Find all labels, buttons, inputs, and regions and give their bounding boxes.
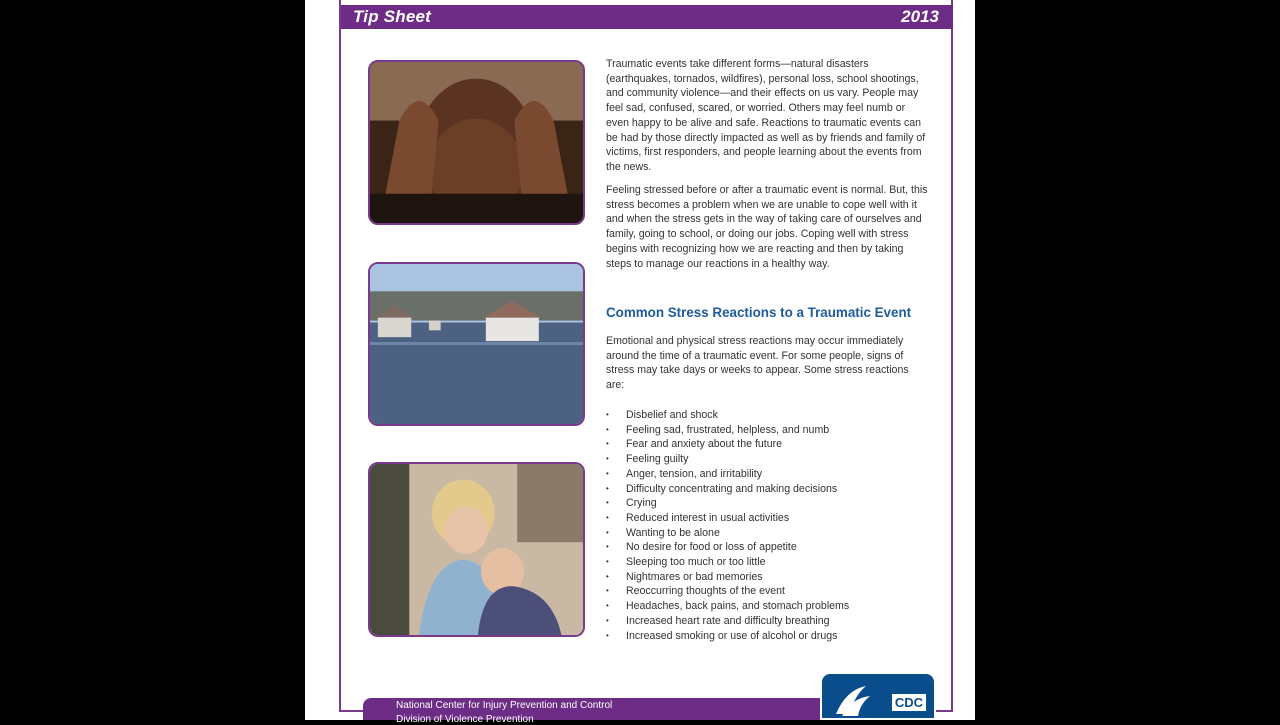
list-item: • Difficulty concentrating and making decisions — [606, 482, 849, 497]
intro-paragraph-1-text: Traumatic events take different forms—natural disasters (earthquakes, tornados, wildfires), personal loss, school shootings, and community violence—and their effects on us vary. People may feel sad, confused, scared, or worried. Others may feel numb or even happy to be alive and safe. Reactions to traumatic events can be had by those directly impacted as well as by friends and family of victims, first responders, and people learning about the events from the news. — [606, 58, 926, 173]
stress-reactions-list — [606, 408, 849, 643]
list-item: • Headaches, back pains, and stomach problems — [606, 599, 849, 614]
cdc-logo-text: CDC — [892, 694, 926, 711]
list-item: • Anger, tension, and irritability — [606, 467, 849, 482]
list-item: • Increased smoking or use of alcohol or drugs — [606, 629, 849, 644]
list-item: • Nightmares or bad memories — [606, 570, 849, 585]
list-item: • Feeling guilty — [606, 452, 849, 467]
footer-bar — [363, 698, 863, 725]
footer-line-1: National Center for Injury Prevention and Control — [396, 700, 613, 711]
list-item: • Reoccurring thoughts of the event — [606, 584, 849, 599]
list-item: • No desire for food or loss of appetite — [606, 540, 849, 555]
section-intro-text: Emotional and physical stress reactions may occur immediately around the time of a traumatic event. For some people, signs of stress may take days or weeks to appear. Some stress reactions are: — [606, 335, 909, 392]
hhs-eagle-icon — [828, 680, 878, 720]
list-item: • Sleeping too much or too little — [606, 555, 849, 570]
photo-flooded-houses — [368, 262, 585, 426]
intro-paragraph-1 — [606, 57, 929, 175]
header-year: 2013 — [901, 7, 939, 26]
section-heading: Common Stress Reactions to a Traumatic Event — [606, 305, 912, 320]
photo-stressed-man — [368, 60, 585, 225]
header-title: Tip Sheet — [353, 7, 432, 26]
list-item: • Fear and anxiety about the future — [606, 437, 849, 452]
list-item: • Reduced interest in usual activities — [606, 511, 849, 526]
intro-paragraph-2-text: Feeling stressed before or after a traumatic event is normal. But, this stress becomes a problem when we are unable to cope well with it and when the stress gets in the way of taking care of ourselves and family, going to school, or doing our jobs. Coping well with stress begins with recognizing how we are reacting and then by taking steps to manage our reactions in a healthy way. — [606, 184, 928, 270]
tip-sheet-page — [305, 0, 975, 725]
list-item: • Disbelief and shock — [606, 408, 849, 423]
section-intro — [606, 334, 929, 393]
cdc-logo — [820, 672, 936, 720]
list-item: • Increased heart rate and difficulty breathing — [606, 614, 849, 629]
footer-line-2: Division of Violence Prevention — [396, 714, 534, 725]
list-item: • Feeling sad, frustrated, helpless, and numb — [606, 423, 849, 438]
photo-mother-and-child — [368, 462, 585, 637]
list-item: • Wanting to be alone — [606, 526, 849, 541]
intro-paragraph-2 — [606, 183, 929, 271]
header-bar — [341, 5, 953, 29]
list-item: • Crying — [606, 496, 849, 511]
